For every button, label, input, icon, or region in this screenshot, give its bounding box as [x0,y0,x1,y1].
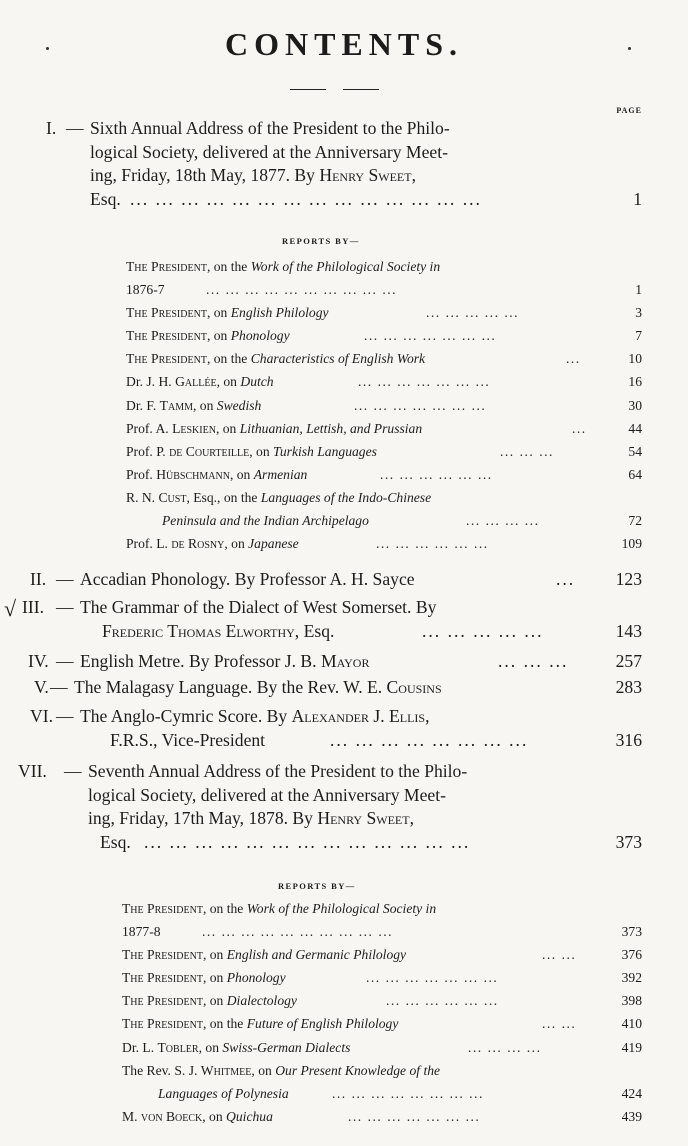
report-item: Dr. J. H. Gallée, on Dutch ... ... ... ... ... ... ... 16 [126,374,642,390]
report-item: The President, on Phonology ... ... ... ... ... ... ... 392 [122,970,642,986]
entry-numeral: IV. [28,651,49,671]
entry-text: logical Society, delivered at the Anniversary Meet- [90,141,448,162]
toc-entry-6: VI. — The Anglo-Cymric Score. By Alexander J. Ellis, F.R.S., Vice-President ... ... ... ... ... ... ... ... 316 [30,705,642,752]
toc-entry-5: V. — The Malagasy Language. By the Rev. W. E. Cousins 283 [34,676,642,700]
reports-list-1877 [126,255,642,555]
title-rule-left [290,89,326,90]
entry-author: Henry Sweet, [319,165,416,185]
entry-text: The Grammar of the Dialect of West Somerset. By [80,597,437,617]
report-item: Dr. F. Tamm, on Swedish ... ... ... ... ... ... ... 30 [126,397,642,413]
report-item: The President, on Phonology ... ... ... ... ... ... ... 7 [126,328,642,344]
entry-numeral: III. [22,597,44,617]
toc-entry-4: IV. — English Metre. By Professor J. B. Mayor ... ... ... 257 [28,650,642,674]
report-item: The President, on the Future of English Philology ... ... 410 [122,1016,642,1032]
page-number: 257 [615,651,642,671]
reports-list-1878 [122,897,642,1128]
entry-author: Mayor [320,651,370,671]
entry-text: The Malagasy Language. By the Rev. W. E. [74,677,383,697]
report-item: The Rev. S. J. Whitmee, on Our Present Knowledge of the [122,1062,441,1078]
page-number: 1 [633,188,642,209]
entry-numeral: VII. [18,761,47,781]
entry-text: The Anglo-Cymric Score. By [80,706,288,726]
entry-text: logical Society, delivered at the Anniversary Meet- [88,784,446,805]
entry-numeral: V. [34,677,49,697]
entry-text: ing, Friday, 17th May, 1878. By [88,808,313,828]
entry-text: Esq. [100,831,131,852]
entry-author: Alexander J. Ellis, [291,706,430,726]
report-item: 1876-7 ... ... ... ... ... ... ... ... ... ... 1 [126,282,642,298]
report-item: The President, on Dialectology ... ... ... ... ... ... 398 [122,993,642,1009]
entry-numeral: VI. [30,706,53,726]
page-title: CONTENTS. [224,26,464,62]
entry-text: Accadian Phonology. By Professor A. H. Sayce [80,569,415,589]
report-item: The President, on the Characteristics of English Work ... 10 [126,351,642,367]
report-item: Languages of Polynesia ... ... ... ... ... ... ... ... 424 [158,1085,642,1101]
reports-heading: REPORTS BY— [278,881,356,891]
entry-numeral: I. [46,118,57,138]
entry-numeral: II. [30,569,47,589]
entry-author: Frederic Thomas Elworthy, [102,620,300,641]
entry-text: ing, Friday, 18th May, 1877. By [90,165,315,185]
report-item: M. von Boeck, on Quichua ... ... ... ... ... ... ... 439 [122,1108,642,1124]
toc-entry-1: I. — Sixth Annual Address of the President to the Philo- logical Society, delivered at the Anniversary Meet- ing, Friday, 18th May, 1877. By Henry Sweet, Esq. ... ... ... ... ... ... ... ... ... ... ... ... ... ... 1 [46,117,642,211]
report-item: Peninsula and the Indian Archipelago ... ... ... ... 72 [162,513,642,529]
page-number: 316 [615,729,642,750]
report-item: The President, on English and Germanic Philology ... ... 376 [122,947,642,963]
page-column-header: PAGE [616,106,642,115]
margin-check-mark: √ [4,596,17,621]
report-item: Prof. L. de Rosny, on Japanese ... ... ... ... ... ... 109 [126,536,642,552]
entry-text: Sixth Annual Address of the President to the Philo- [90,118,450,138]
leader-dots: ... ... ... ... ... ... ... ... ... ... ... ... ... ... [130,188,482,209]
page-number: 373 [615,831,642,852]
report-item: Prof. A. Leskien, on Lithuanian, Lettish, and Prussian ... 44 [126,420,642,436]
toc-entry-2: II. — Accadian Phonology. By Professor A. H. Sayce ... 123 [30,568,642,592]
entry-text: F.R.S., Vice-President [110,729,266,750]
report-item: The President, on the Work of the Philological Society in [122,901,437,916]
entry-text: Esq. [90,188,121,209]
toc-entry-3: III. — The Grammar of the Dialect of West Somerset. By Frederic Thomas Elworthy, Esq. ... ... ... ... ... 143 [22,596,642,643]
toc-entry-7: VII. — Seventh Annual Address of the President to the Philo- logical Society, delivered at the Anniversary Meet- ing, Friday, 17th May, 1878. By Henry Sweet, Esq. ... ... ... ... ... ... ... ... ... ... ... ... ... 373 [18,760,642,854]
report-item: Dr. L. Tobler, on Swiss-German Dialects ... ... ... ... 419 [122,1039,642,1055]
page-number: 283 [615,677,642,697]
entry-author: Cousins [386,677,442,697]
report-item: 1877-8 ... ... ... ... ... ... ... ... ... ... 373 [122,924,642,940]
title-rule-right [343,89,379,90]
entry-author: Henry Sweet, [317,808,414,828]
report-item: Prof. Hübschmann, on Armenian ... ... ... ... ... ... 64 [126,466,642,482]
report-item: The President, on the Work of the Philological Society in [126,259,441,274]
report-item: R. N. Cust, Esq., on the Languages of the Indo-Chinese [126,489,432,505]
reports-heading: REPORTS BY— [282,236,360,246]
report-item: The President, on English Philology ... ... ... ... ... 3 [126,305,642,321]
page-number: 123 [615,569,642,589]
entry-text: English Metre. By Professor J. B. [80,651,317,671]
report-item: Prof. P. de Courteille, on Turkish Languages ... ... ... 54 [126,443,642,459]
page-number: 143 [615,620,642,641]
entry-text: Seventh Annual Address of the President to the Philo- [88,761,468,781]
